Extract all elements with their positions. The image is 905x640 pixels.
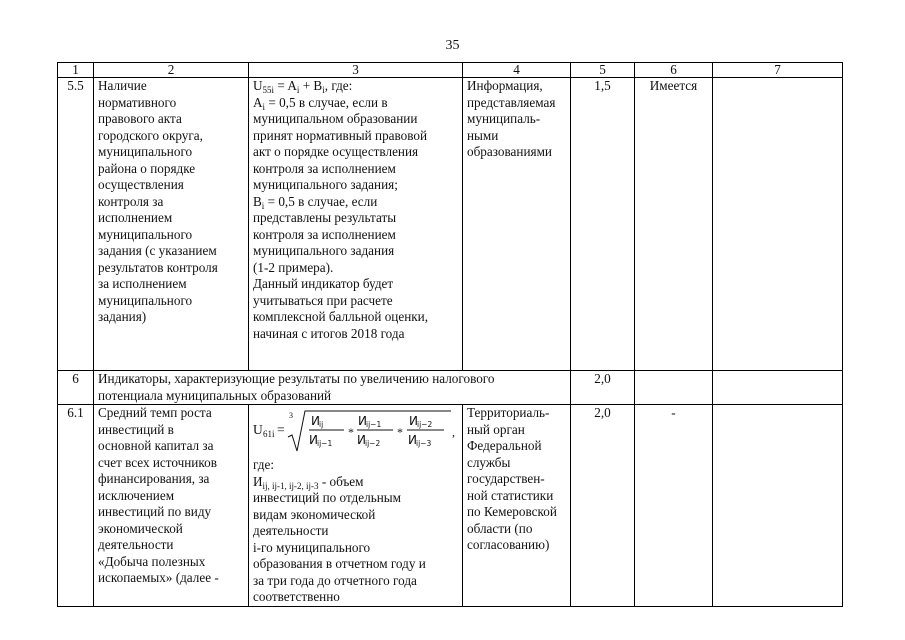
text-line: образования в отчетном году и: [253, 556, 426, 571]
text-line: ископаемых» (далее -: [98, 570, 219, 585]
text-line: Территориаль-: [467, 405, 550, 420]
formula-cell: [249, 78, 463, 371]
frac3-den: И: [408, 433, 417, 447]
frac2-den-sub: ij−2: [365, 439, 381, 448]
notes-cell: [713, 405, 843, 607]
text-line: Информация,: [467, 78, 543, 93]
availability-cell: -: [635, 405, 713, 607]
header-cell: 4: [463, 63, 571, 78]
header-cell: 5: [571, 63, 635, 78]
row-number: 6.1: [58, 405, 94, 607]
formula-lhs-sub: 61i: [263, 429, 275, 439]
text-line: начиная с итогов 2018 года: [253, 325, 405, 341]
text-line: (1-2 примера).: [253, 259, 334, 275]
availability-cell: Имеется: [635, 78, 713, 371]
text-line: ными: [467, 127, 499, 143]
weight-cell: 2,0: [571, 405, 635, 607]
notes-cell: [713, 371, 843, 405]
header-cell: 6: [635, 63, 713, 78]
frac1-num: И: [311, 414, 320, 428]
text-line: ной статистики: [467, 487, 554, 503]
text-line: муниципального задания;: [253, 177, 398, 192]
text-line: контроля за исполнением: [253, 160, 396, 176]
text-line: городского округа,: [98, 127, 203, 143]
text-line: Федеральной: [467, 438, 542, 453]
text-line: задания): [98, 309, 147, 324]
text-line: инвестиций в: [98, 421, 174, 437]
text-line: соответственно: [253, 589, 340, 604]
text-line: Данный индикатор будет: [253, 276, 394, 291]
text-line: исполнением: [98, 210, 173, 225]
text-line: видам экономической: [253, 506, 376, 522]
frac3-num: И: [409, 414, 418, 428]
text-line: за исполнением: [98, 276, 187, 291]
table-row-5-5: [58, 78, 843, 371]
text-line: муниципального: [98, 292, 193, 308]
text-line: контроля за исполнением: [253, 226, 396, 242]
text-line: результатов контроля: [98, 259, 218, 275]
table-row-6-1: [58, 405, 843, 607]
text-line: представляемая: [467, 94, 556, 110]
text-line: инвестиций по виду: [98, 504, 212, 519]
formula-comma: ,: [452, 425, 455, 439]
text-line: муниципаль-: [467, 111, 541, 126]
text-line: области (по: [467, 520, 533, 536]
text-line: представлены результаты: [253, 210, 397, 225]
root-index: 3: [289, 411, 293, 420]
text-line: принят нормативный правовой: [253, 127, 428, 143]
text-line: муниципального задания: [253, 243, 395, 258]
text-line: за три года до отчетного года: [253, 572, 417, 588]
text-line: экономической: [98, 520, 183, 536]
row-number: 5.5: [58, 78, 94, 371]
text-line: согласованию): [467, 537, 550, 552]
text-line: осуществления: [98, 177, 184, 192]
text-line: Индикаторы, характеризующие результаты по увеличению налогового: [98, 371, 495, 386]
frac2-den: И: [357, 433, 366, 447]
weight-cell: 1,5: [571, 78, 635, 371]
text-line: потенциала муниципальных образований: [98, 387, 332, 403]
text-line: Наличие: [98, 78, 147, 93]
page-number: 35: [445, 38, 460, 53]
frac2-num-sub: ij−1: [366, 420, 382, 429]
section-title-cell: [94, 371, 571, 405]
text-line: государствен-: [467, 471, 545, 486]
table-header-row: [58, 63, 843, 78]
header-cell: 2: [94, 63, 249, 78]
text-line: $B_i = 0,5$ в случае, если: [253, 193, 378, 211]
text-line: i-го муниципального: [253, 539, 371, 555]
text-line: образованиями: [467, 144, 552, 159]
times-2: *: [397, 425, 403, 439]
frac2-num: И: [358, 414, 367, 428]
text-line: инвестиций по отдельным: [253, 490, 401, 505]
frac1-num-sub: ij: [319, 420, 324, 429]
text-line: комплексной балльной оценки,: [253, 309, 429, 324]
header-cell: 3: [249, 63, 463, 78]
text-line: задания (с указанием: [98, 243, 217, 258]
text-line: где:: [253, 457, 274, 472]
row-number: 6: [58, 371, 94, 405]
text-line: муниципального: [98, 144, 193, 159]
formula-equals: =: [277, 422, 285, 437]
text-line: муниципальном образовании: [253, 111, 418, 126]
text-line: финансирования, за: [98, 471, 210, 486]
frac1-den-sub: ij−1: [317, 439, 333, 448]
text-line: контроля за: [98, 193, 164, 209]
indicators-table: [57, 62, 843, 607]
header-cell: 7: [713, 63, 843, 78]
text-line: «Добыча полезных: [98, 553, 206, 569]
text-line: района о порядке: [98, 160, 196, 176]
text-line: муниципального: [98, 226, 193, 242]
text-line: службы: [467, 454, 511, 470]
indicator-name-cell: [94, 405, 249, 607]
text-line: деятельности: [253, 523, 329, 538]
frac3-num-sub: ij−2: [417, 420, 433, 429]
text-line: деятельности: [98, 537, 174, 552]
text-line: исключением: [98, 487, 175, 503]
frac1-den: И: [309, 433, 318, 447]
text-line: по Кемеровской: [467, 504, 557, 519]
text-line: нормативного: [98, 94, 177, 110]
times-1: *: [348, 425, 354, 439]
availability-cell: [635, 371, 713, 405]
variables-line: $И_{ij, ij-1, ij-2, ij-3}$ - объем: [253, 473, 364, 491]
text-line: правового акта: [98, 111, 182, 126]
formula-u61: [253, 407, 458, 455]
source-cell: [463, 78, 571, 371]
indicator-name-cell: [94, 78, 249, 371]
notes-cell: [713, 78, 843, 371]
text-line: ный орган: [467, 421, 525, 437]
frac3-den-sub: ij−3: [416, 439, 432, 448]
text-line: $A_i = 0,5$ в случае, если в: [253, 94, 388, 112]
formula-cell: [249, 405, 463, 607]
text-line: основной капитал за: [98, 438, 214, 453]
text-line: учитываться при расчете: [253, 292, 393, 308]
weight-cell: 2,0: [571, 371, 635, 405]
text-line: счет всех источников: [98, 454, 217, 470]
header-cell: 1: [58, 63, 94, 78]
table-row-6: [58, 371, 843, 405]
source-cell: [463, 405, 571, 607]
text-line: акт о порядке осуществления: [253, 144, 419, 159]
text-line: Средний темп роста: [98, 405, 212, 420]
formula-u55: $U_{55i} = A_i + B_i$, где:: [253, 78, 353, 95]
formula-lhs: U: [253, 422, 263, 437]
